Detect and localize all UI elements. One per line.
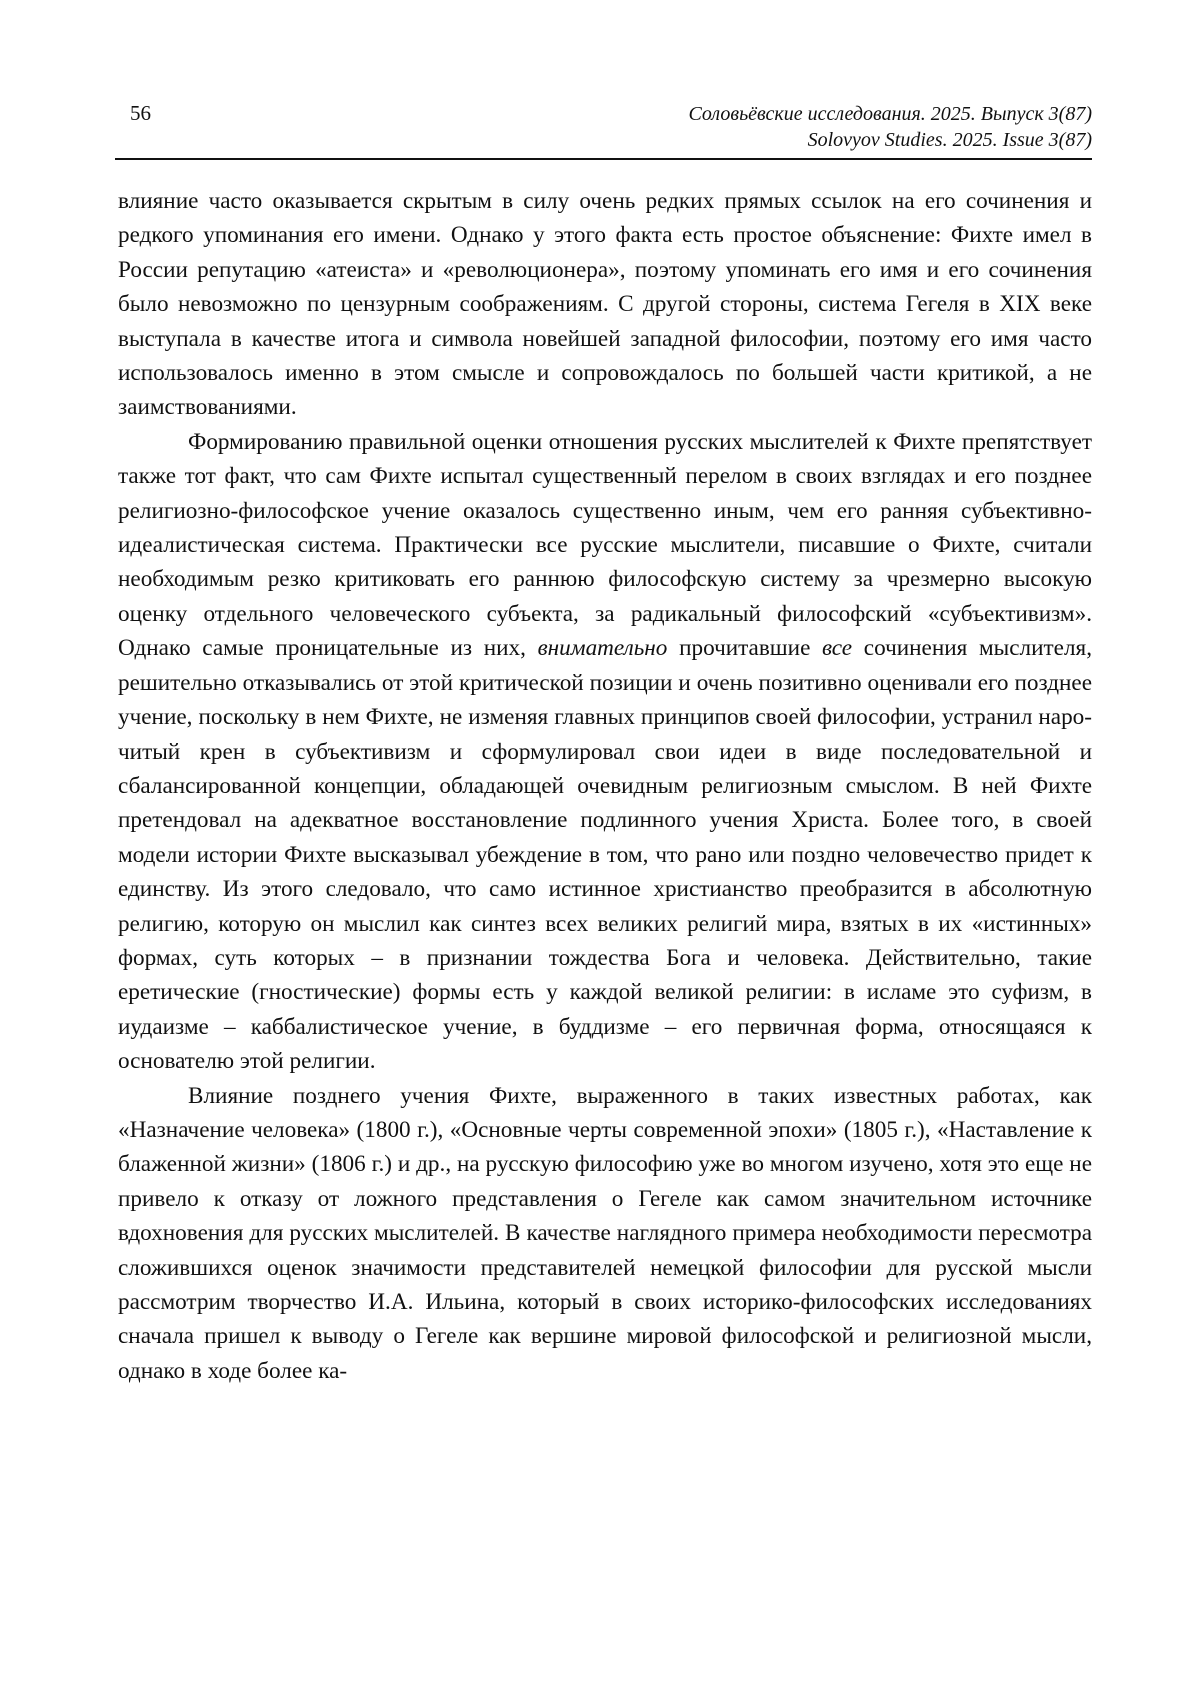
journal-title-en: Solovyov Studies. 2025. Issue 3(87): [807, 129, 1092, 151]
page-number: 56: [130, 101, 151, 125]
header-rule: [115, 158, 1092, 160]
paragraph-3: Влияние позднего учения Фихте, выраженного в таких известных работах, как «Назначение человека» (1800 г.), «Основные черты современной эпохи» (1805 г.), «Наставление к блаженной жизни» (1806 г.) и др., на русскую философию уже во многом изучено, хотя это еще не привело к отказу от ложного представления о Гегеле как самом значительном источнике вдохновения для русских мыслителей. В качестве наглядного примера необходимости пересмотра сложившихся оценок значимости представителей немецкой философии для русской мысли рассмотрим творчество И.А. Ильина, который в своих историко-философских исследованиях сначала пришел к выводу о Гегеле как вершине мировой философской и религиозной мысли, однако в ходе более ка-: [118, 1082, 1092, 1384]
italic-emphasis-all: все: [822, 635, 853, 662]
journal-title-ru: Соловьёвские исследования. 2025. Выпуск 3(87): [688, 103, 1092, 125]
page-header: [120, 100, 1092, 156]
paragraph-2-part-a: Формированию правильной оценки отношения русских мыслителей к Фихте препятствует также тот факт, что сам Фихте испытал существенный перелом в своих взглядах и его позднее религиозно-философское учение оказалось существенно иным, чем его ранняя субъективно-идеалистическая система. Практически все русские мыслители, писавшие о Фихте, считали необходимым резко критиковать его раннюю философскую систему за чрезмерно высокую оценку отдельного человеческого субъекта, за радикальный философский «субъективизм». Однако самые проницательные из них,: [118, 428, 1092, 662]
running-head: [688, 101, 1092, 153]
paragraph-2: [118, 425, 1092, 1079]
paragraph-2-part-b: прочитавшие: [667, 635, 823, 662]
paragraph-1: влияние часто оказывается скрытым в силу очень редких прямых ссылок на его сочинения и редкого упоминания его имени. Однако у этого факта есть простое объяснение: Фихте имел в России репутацию «атеиста» и «революционера», поэтому упоминать его имя и его сочинения было невозможно по цензурным соображениям. С другой стороны, система Гегеля в XIX веке выступала в качестве итога и символа новейшей западной философии, поэтому его имя часто использовалось именно в этом смысле и сопровождалось по большей части критикой, а не заимствованиями.: [118, 188, 1092, 421]
italic-emphasis-attentively: внимательно: [537, 635, 668, 662]
body-text: [118, 184, 1092, 1388]
paragraph-2-part-c: сочинения мыслителя, решительно отказывались от этой критической позиции и очень позитивно оценивали его позднее учение, поскольку в нем Фихте, не изменяя главных принципов своей философии, устранил нарочитый крен в субъективизм и сформулировал свои идеи в виде последовательной и сбалансированной концепции, обладающей очевидным религиозным смыслом. В ней Фихте претендовал на адекватное восстановление подлинного учения Христа. Более того, в своей модели истории Фихте высказывал убеждение в том, что рано или поздно человечество придет к единству. Из этого следовало, что само истинное христианство преобразится в абсолютную религию, которую он мыслил как синтез всех великих религий мира, взятых в их «истинных» формах, суть которых – в признании тождества Бога и человека. Действительно, такие еретические (гностические) формы есть у каждой великой религии: в исламе это суфизм, в иудаизме – каббалистическое учение, в буддизме – его первичная форма, относящаяся к основателю этой религии.: [118, 635, 1092, 1075]
